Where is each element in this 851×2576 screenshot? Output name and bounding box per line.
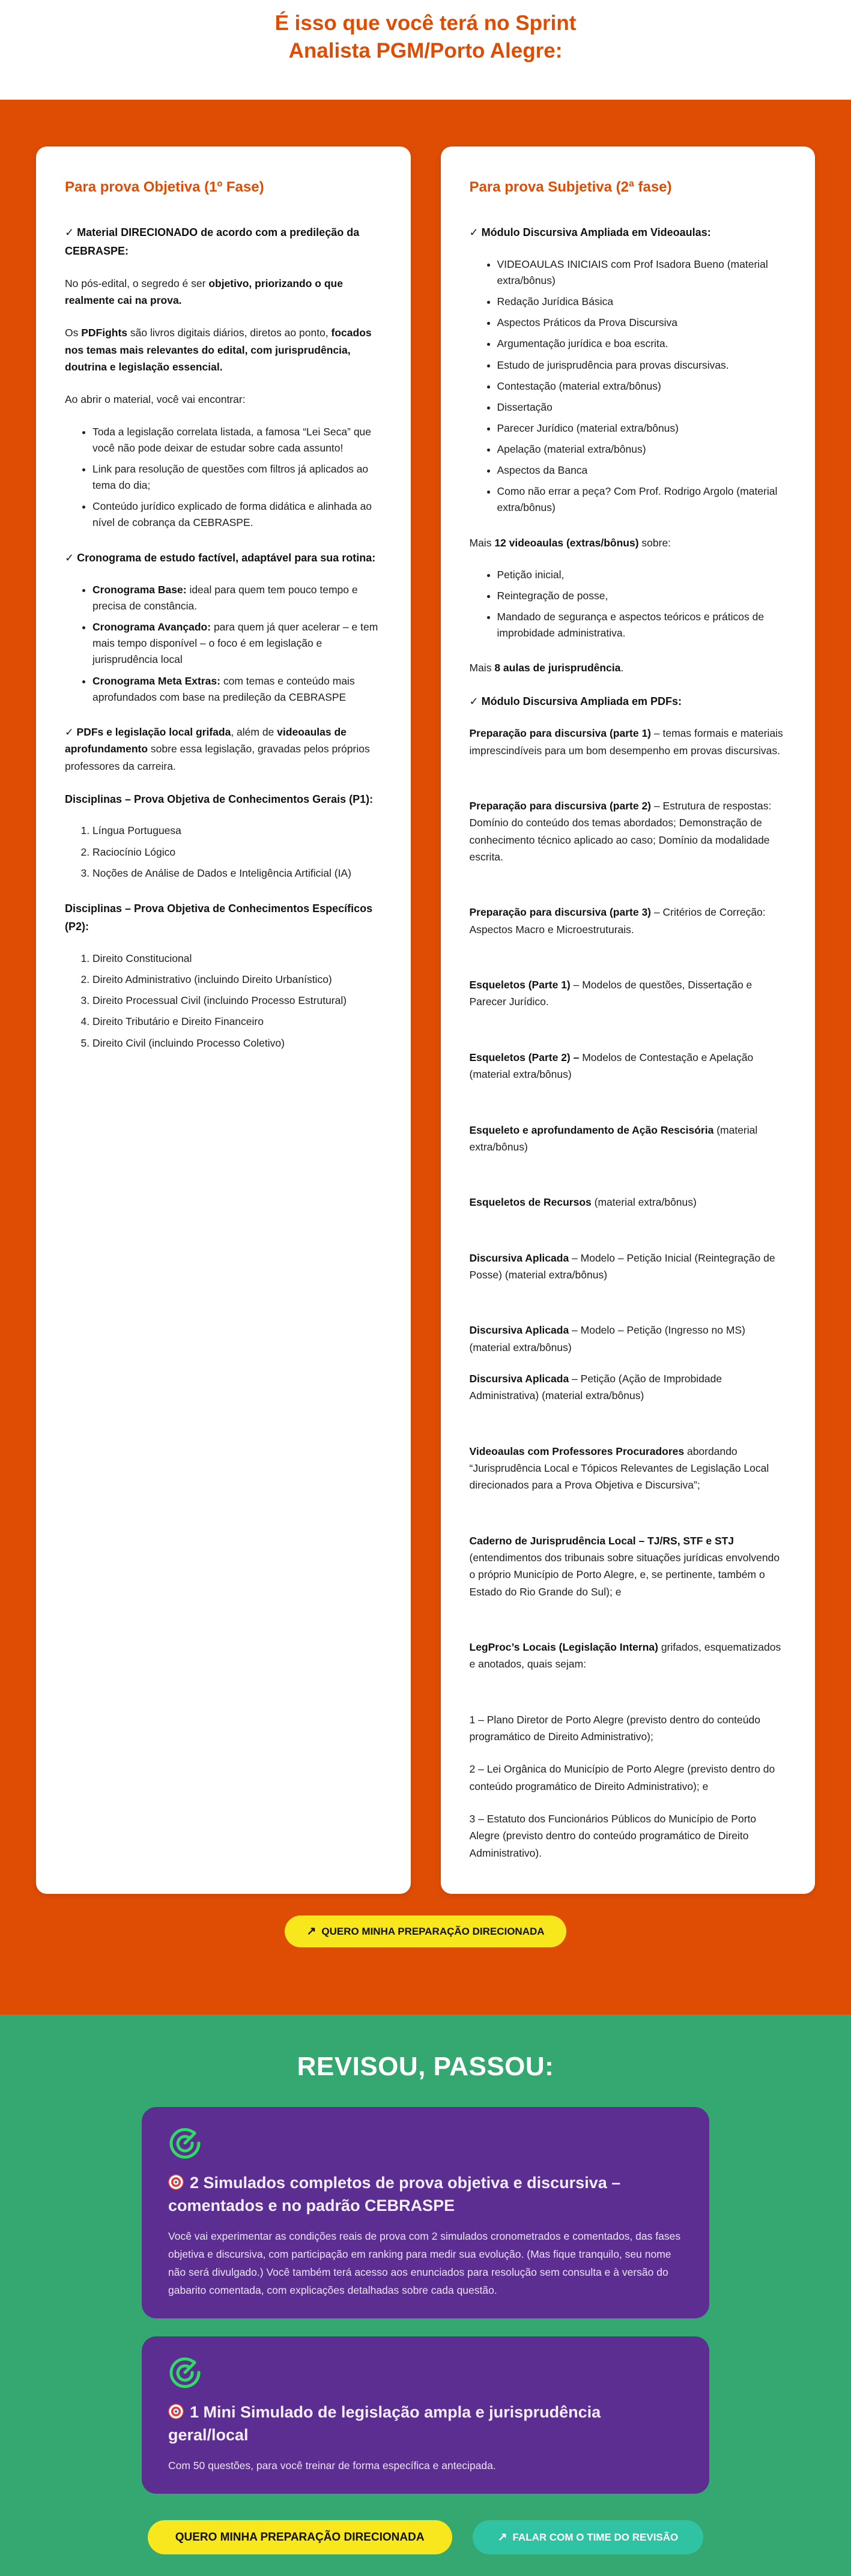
pdf-block: 1 – Plano Diretor de Porto Alegre (previsto dentro do conteúdo programático de Direito Administrativo);	[469, 1713, 760, 1743]
pdf-block: Discursiva Aplicada – Petição (Ação de Improbidade Administrativa) (material extra/bônus)	[469, 1372, 722, 1402]
disciplines-specific-list	[65, 951, 382, 1051]
pdf-block: Preparação para discursiva (parte 3) – Critérios de Correção: Aspectos Macro e Microestruturais.	[469, 906, 766, 936]
list-item: • Dissertação	[497, 399, 787, 416]
subjective-card	[441, 147, 816, 1894]
pdf-block: Discursiva Aplicada – Modelo – Petição (Ingresso no MS) (material extra/bônus)	[469, 1324, 745, 1353]
list-item: • Petição inicial,	[497, 567, 787, 583]
list-item: • VIDEOAULAS INICIAIS com Prof Isadora Bueno (material extra/bônus)	[497, 256, 787, 289]
list-item: • Link para resolução de questões com filtros já aplicados ao tema do dia;	[92, 461, 382, 494]
disciplines-specific-heading: Disciplinas – Prova Objetiva de Conhecimentos Específicos (P2):	[65, 902, 373, 933]
page-title	[0, 10, 851, 65]
quero-preparacao-bottom-label: QUERO MINHA PREPARAÇÃO DIRECIONADA	[175, 2530, 425, 2544]
pdf-blocks	[470, 725, 787, 1861]
pdf-module-heading: ✓ Módulo Discursiva Ampliada em PDFs:	[469, 695, 682, 707]
list-item: • Aspectos Práticos da Prova Discursiva	[497, 315, 787, 331]
list-item: • Conteúdo jurídico explicado de forma didática e alinhada ao nível de cobrança da CEBRASPE.	[92, 498, 382, 531]
mini-simulado-card-body: Com 50 questões, para você treinar de forma específica e antecipada.	[168, 2459, 496, 2472]
cronograma-bullet-list	[65, 582, 382, 706]
more-juris-paragraph: Mais 8 aulas de jurisprudência.	[469, 662, 624, 674]
disciplines-general-list	[65, 823, 382, 881]
list-item: 1. Direito Constitucional	[92, 951, 382, 967]
pdf-block: Esqueletos (Parte 2) – Modelos de Contestação e Apelação (material extra/bônus)	[469, 1051, 754, 1081]
pdf-block: Esqueletos (Parte 1) – Modelos de questões, Dissertação e Parecer Jurídico.	[469, 979, 753, 1008]
pdf-block: Discursiva Aplicada – Modelo – Petição Inicial (Reintegração de Posse) (material extra/bônus)	[469, 1251, 775, 1281]
pdf-block: Esqueletos de Recursos (material extra/bônus)	[469, 1196, 697, 1209]
intro-paragraph: No pós-edital, o segredo é ser objetivo, priorizando o que realmente cai na prova.	[65, 277, 343, 306]
bottom-cta-row	[0, 2520, 851, 2554]
pdf-block: Esqueleto e aprofundamento de Ação Rescisória (material extra/bônus)	[469, 1123, 758, 1153]
simulados-card	[142, 2107, 709, 2318]
mini-simulado-card-title: 1 Mini Simulado de legislação ampla e jurisprudência geral/local	[168, 2403, 601, 2444]
orange-section	[0, 100, 851, 2015]
list-item: 5. Direito Civil (incluindo Processo Coletivo)	[92, 1035, 382, 1051]
open-material-paragraph: Ao abrir o material, você vai encontrar:	[65, 393, 246, 406]
material-bullet-list	[65, 424, 382, 531]
list-item: 4. Direito Tributário e Direito Financeiro	[92, 1014, 382, 1030]
arrow-up-right-icon: ↗	[306, 1925, 316, 1938]
list-item: • Cronograma Base: ideal para quem tem pouco tempo e precisa de constância.	[92, 582, 382, 614]
list-item: • Cronograma Avançado: para quem já quer acelerar – e tem mais tempo disponível – o foco é em legislação e jurisprudência local	[92, 619, 382, 668]
target-emoji-icon	[168, 2404, 184, 2419]
quero-preparacao-bottom-button[interactable]	[148, 2520, 452, 2554]
list-item: • Aspectos da Banca	[497, 462, 787, 479]
pdf-block: 3 – Estatuto dos Funcionários Públicos do Município de Porto Alegre (previsto dentro do conteúdo programático de Direito Administrativo).	[469, 1813, 757, 1859]
page-title-line2: Analista PGM/Porto Alegre:	[288, 39, 563, 63]
list-item: 2. Raciocínio Lógico	[92, 844, 382, 860]
mini-simulado-card-heading	[168, 2401, 683, 2447]
list-item: • Cronograma Meta Extras: com temas e conteúdo mais aprofundados com base na predileção da CEBRASPE	[92, 673, 382, 706]
list-item: 3. Noções de Análise de Dados e Inteligência Artificial (IA)	[92, 865, 382, 881]
pdf-block: Preparação para discursiva (parte 1) – temas formais e materiais imprescindíveis para um bom desempenho em provas discursivas.	[469, 727, 783, 757]
mid-cta-row	[36, 1915, 815, 1947]
more-videos-bullet-list	[470, 567, 787, 642]
target-arrow-icon	[168, 2126, 202, 2160]
target-arrow-icon	[168, 2356, 202, 2389]
review-heading: REVISOU, PASSOU:	[297, 2052, 554, 2082]
pdf-block: 2 – Lei Orgânica do Município de Porto Alegre (previsto dentro do conteúdo programático de Direito Administrativo); e	[469, 1763, 775, 1792]
falar-time-revisao-label: FALAR COM O TIME DO REVISÃO	[512, 2531, 679, 2543]
disciplines-general-heading: Disciplinas – Prova Objetiva de Conhecimentos Gerais (P1):	[65, 793, 374, 805]
video-module-heading: ✓ Módulo Discursiva Ampliada em Videoaulas:	[469, 226, 711, 239]
list-item: • Estudo de jurisprudência para provas discursivas.	[497, 357, 787, 373]
list-item: • Como não errar a peça? Com Prof. Rodrigo Argolo (material extra/bônus)	[497, 483, 787, 516]
material-heading: ✓ Material DIRECIONADO de acordo com a predileção da CEBRASPE:	[65, 226, 360, 257]
list-item: 3. Direito Processual Civil (incluindo Processo Estrutural)	[92, 993, 382, 1009]
simulados-card-heading	[168, 2172, 683, 2218]
list-item: • Apelação (material extra/bônus)	[497, 441, 787, 458]
pdf-block: LegProc’s Locais (Legislação Interna) grifados, esquematizados e anotados, quais sejam:	[469, 1641, 781, 1670]
objective-card-title: Para prova Objetiva (1º Fase)	[65, 179, 264, 196]
more-videos-paragraph: Mais 12 videoaulas (extras/bônus) sobre:	[469, 536, 671, 549]
quero-preparacao-button[interactable]	[285, 1915, 566, 1947]
list-item: • Redação Jurídica Básica	[497, 294, 787, 310]
pdfights-paragraph: Os PDFights são livros digitais diários, diretos ao ponto, focados nos temas mais relevantes do edital, com jurisprudência, doutrina e legislação essencial.	[65, 327, 372, 373]
page-title-line1: É isso que você terá no Sprint	[274, 11, 577, 35]
objective-card	[36, 147, 411, 1894]
review-section	[0, 2015, 851, 2576]
quero-preparacao-label: QUERO MINHA PREPARAÇÃO DIRECIONADA	[321, 1926, 545, 1938]
arrow-up-right-icon: ↗	[497, 2530, 507, 2544]
simulados-card-title: 2 Simulados completos de prova objetiva e discursiva – comentados e no padrão CEBRASPE	[168, 2174, 621, 2215]
list-item: • Toda a legislação correlata listada, a famosa “Lei Seca” que você não pode deixar de estudar sobre cada assunto!	[92, 424, 382, 456]
pdf-block: Caderno de Jurisprudência Local – TJ/RS, STF e STJ (entendimentos dos tribunais sobre situações jurídicas envolvendo o próprio Município de Porto Alegre, e, se pertinente, também o Estado do Rio Grande do Sul); e	[469, 1534, 780, 1598]
hero-header	[0, 0, 851, 100]
list-item: 2. Direito Administrativo (incluindo Direito Urbanístico)	[92, 972, 382, 988]
pdf-block: Preparação para discursiva (parte 2) – Estrutura de respostas: Domínio do conteúdo dos temas abordados; Demonstração de conhecimento técnico aplicado ao caso; Domínio da modalidade escrita.	[469, 800, 772, 863]
target-emoji-icon	[168, 2174, 184, 2190]
list-item: • Parecer Jurídico (material extra/bônus)	[497, 420, 787, 437]
list-item: • Mandado de segurança e aspectos teóricos e práticos de improbidade administrativa.	[497, 609, 787, 641]
list-item: • Argumentação jurídica e boa escrita.	[497, 336, 787, 352]
list-item: 1. Língua Portuguesa	[92, 823, 382, 839]
cronograma-heading: ✓ Cronograma de estudo factível, adaptável para sua rotina:	[65, 552, 376, 564]
falar-time-revisao-button[interactable]	[473, 2520, 704, 2554]
list-item: • Reintegração de posse,	[497, 588, 787, 604]
cards-row	[36, 147, 815, 1894]
video-bullet-list	[470, 256, 787, 516]
simulados-card-body: Você vai experimentar as condições reais de prova com 2 simulados cronometrados e comentados, das fases objetiva e discursiva, com participação em ranking para medir sua evolução. (Mas fique tranquilo, seu nome não será divulgado.) Você também terá acesso aos enunciados para resolução sem consulta e à versão do gabarito comentada, com explicações detalhadas sobre cada questão.	[168, 2230, 681, 2296]
mini-simulado-card	[142, 2336, 709, 2494]
pdfs-note-paragraph: ✓ PDFs e legislação local grifada, além de videoaulas de aprofundamento sobre essa legislação, gravadas pelos próprios professores da carreira.	[65, 725, 370, 772]
list-item: • Contestação (material extra/bônus)	[497, 378, 787, 395]
subjective-card-title: Para prova Subjetiva (2ª fase)	[469, 179, 672, 196]
pdf-block: Videoaulas com Professores Procuradores abordando “Jurisprudência Local e Tópicos Relevantes de Legislação Local direcionados para a Prova Objetiva e Discursiva”;	[469, 1445, 769, 1492]
